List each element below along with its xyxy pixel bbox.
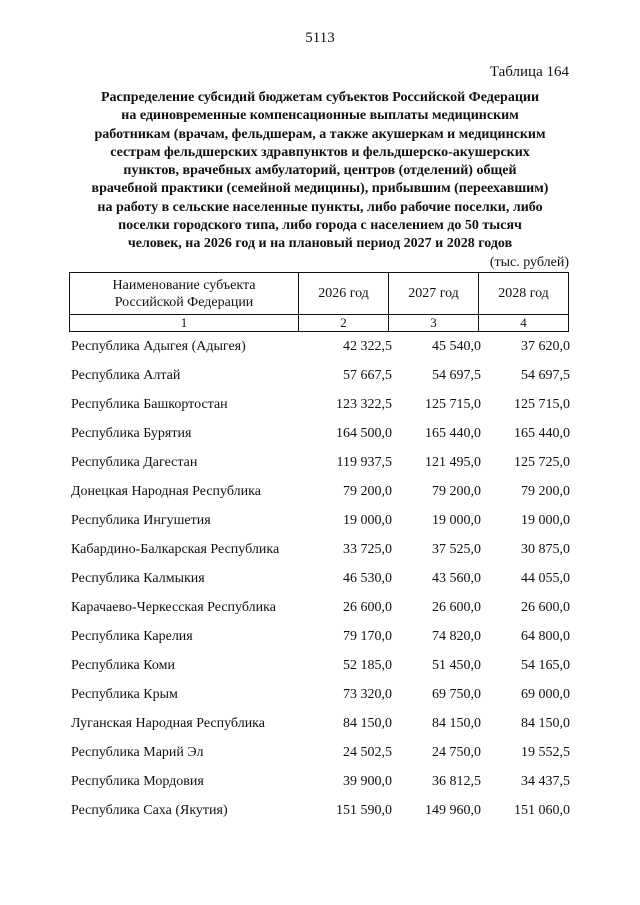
value-2028: 19 000,0	[521, 513, 570, 528]
value-2027: 24 750,0	[432, 745, 481, 760]
column-number-1: 1	[70, 315, 299, 332]
value-2026: 26 600,0	[343, 600, 392, 615]
value-2028: 19 552,5	[521, 745, 570, 760]
region-name: Республика Алтай	[71, 368, 181, 383]
value-2027: 51 450,0	[432, 658, 481, 673]
value-2026: 57 667,5	[343, 368, 392, 383]
table-body	[71, 332, 571, 825]
value-2028: 37 620,0	[521, 339, 570, 354]
region-name: Республика Калмыкия	[71, 571, 205, 586]
header-2028: 2028 год	[479, 273, 569, 315]
table-row	[71, 390, 571, 419]
value-2028: 125 715,0	[514, 397, 570, 412]
table-row	[71, 506, 571, 535]
column-number-4: 4	[479, 315, 569, 332]
value-2027: 54 697,5	[432, 368, 481, 383]
page-number: 5113	[305, 30, 335, 46]
value-2027: 125 715,0	[425, 397, 481, 412]
title-line: человек, на 2026 год и на плановый период 2027 и 2028 годов	[127, 236, 513, 252]
table-row	[71, 767, 571, 796]
region-name: Донецкая Народная Республика	[71, 484, 261, 499]
table-title	[60, 89, 580, 254]
region-name: Республика Дагестан	[71, 455, 198, 470]
value-2028: 165 440,0	[514, 426, 570, 441]
header-row	[70, 273, 569, 315]
value-2027: 43 560,0	[432, 571, 481, 586]
region-name: Республика Коми	[71, 658, 175, 673]
table-label: Таблица 164	[489, 64, 569, 80]
value-2027: 37 525,0	[432, 542, 481, 557]
title-line: сестрам фельдшерских здравпунктов и фельдшерско-акушерских	[110, 144, 530, 160]
value-2027: 36 812,5	[432, 774, 481, 789]
header-region-name	[70, 273, 299, 315]
value-2028: 54 697,5	[521, 368, 570, 383]
value-2026: 151 590,0	[336, 803, 392, 818]
value-2026: 33 725,0	[343, 542, 392, 557]
column-number-3: 3	[389, 315, 479, 332]
table-row	[71, 622, 571, 651]
header-2027: 2027 год	[389, 273, 479, 315]
region-name: Карачаево-Черкесская Республика	[71, 600, 276, 615]
value-2026: 79 170,0	[343, 629, 392, 644]
region-name: Республика Ингушетия	[71, 513, 211, 528]
title-line: на единовременные компенсационные выплаты медицинским	[121, 108, 519, 124]
value-2028: 26 600,0	[521, 600, 570, 615]
table-row	[71, 448, 571, 477]
value-2028: 151 060,0	[514, 803, 570, 818]
table-row	[71, 332, 571, 361]
value-2028: 54 165,0	[521, 658, 570, 673]
table-header	[69, 272, 569, 332]
region-name: Кабардино-Балкарская Республика	[71, 542, 280, 557]
value-2028: 125 725,0	[514, 455, 570, 470]
region-name: Республика Адыгея (Адыгея)	[71, 339, 246, 354]
value-2028: 84 150,0	[521, 716, 570, 731]
value-2026: 52 185,0	[343, 658, 392, 673]
table-row	[71, 477, 571, 506]
table-row	[71, 535, 571, 564]
table-row	[71, 593, 571, 622]
title-line: пунктов, врачебных амбулаторий, центров (отделений) общей	[123, 163, 517, 179]
value-2026: 84 150,0	[343, 716, 392, 731]
header-region-line1: Наименование субъекта	[112, 277, 256, 293]
value-2026: 79 200,0	[343, 484, 392, 499]
table-row	[71, 361, 571, 390]
value-2026: 123 322,5	[336, 397, 392, 412]
value-2026: 164 500,0	[336, 426, 392, 441]
table-row	[71, 796, 571, 825]
value-2028: 30 875,0	[521, 542, 570, 557]
region-name: Республика Башкортостан	[71, 397, 228, 412]
value-2027: 19 000,0	[432, 513, 481, 528]
value-2026: 119 937,5	[336, 455, 392, 470]
region-name: Республика Карелия	[71, 629, 193, 644]
table-row	[71, 709, 571, 738]
table-row	[71, 738, 571, 767]
region-name: Республика Саха (Якутия)	[71, 803, 228, 818]
table-row	[71, 419, 571, 448]
header-region-line2: Российской Федерации	[114, 294, 254, 310]
header-number-row	[70, 315, 569, 332]
region-name: Республика Бурятия	[71, 426, 192, 441]
value-2028: 34 437,5	[521, 774, 570, 789]
units-label: (тыс. рублей)	[489, 255, 569, 270]
value-2026: 73 320,0	[343, 687, 392, 702]
value-2027: 69 750,0	[432, 687, 481, 702]
value-2026: 19 000,0	[343, 513, 392, 528]
title-line: врачебной практики (семейной медицины), прибывшим (переехавшим)	[91, 181, 549, 197]
value-2027: 165 440,0	[425, 426, 481, 441]
region-name: Республика Крым	[71, 687, 178, 702]
value-2027: 45 540,0	[432, 339, 481, 354]
region-name: Луганская Народная Республика	[71, 716, 265, 731]
table-row	[71, 564, 571, 593]
title-line: на работу в сельские населенные пункты, либо рабочие поселки, либо	[97, 199, 543, 215]
value-2026: 39 900,0	[343, 774, 392, 789]
value-2028: 79 200,0	[521, 484, 570, 499]
header-2026: 2026 год	[299, 273, 389, 315]
value-2027: 79 200,0	[432, 484, 481, 499]
value-2027: 121 495,0	[425, 455, 481, 470]
value-2026: 46 530,0	[343, 571, 392, 586]
column-number-2: 2	[299, 315, 389, 332]
region-name: Республика Марий Эл	[71, 745, 204, 760]
value-2027: 74 820,0	[432, 629, 481, 644]
table-row	[71, 680, 571, 709]
title-line: поселки городского типа, либо города с населением до 50 тысяч	[118, 218, 522, 234]
value-2027: 149 960,0	[425, 803, 481, 818]
value-2026: 42 322,5	[343, 339, 392, 354]
value-2028: 64 800,0	[521, 629, 570, 644]
value-2028: 69 000,0	[521, 687, 570, 702]
value-2026: 24 502,5	[343, 745, 392, 760]
region-name: Республика Мордовия	[71, 774, 204, 789]
title-line: работникам (врачам, фельдшерам, а также акушеркам и медицинским	[94, 126, 546, 142]
table-row	[71, 651, 571, 680]
value-2028: 44 055,0	[521, 571, 570, 586]
value-2027: 84 150,0	[432, 716, 481, 731]
value-2027: 26 600,0	[432, 600, 481, 615]
title-line: Распределение субсидий бюджетам субъектов Российской Федерации	[100, 90, 540, 105]
